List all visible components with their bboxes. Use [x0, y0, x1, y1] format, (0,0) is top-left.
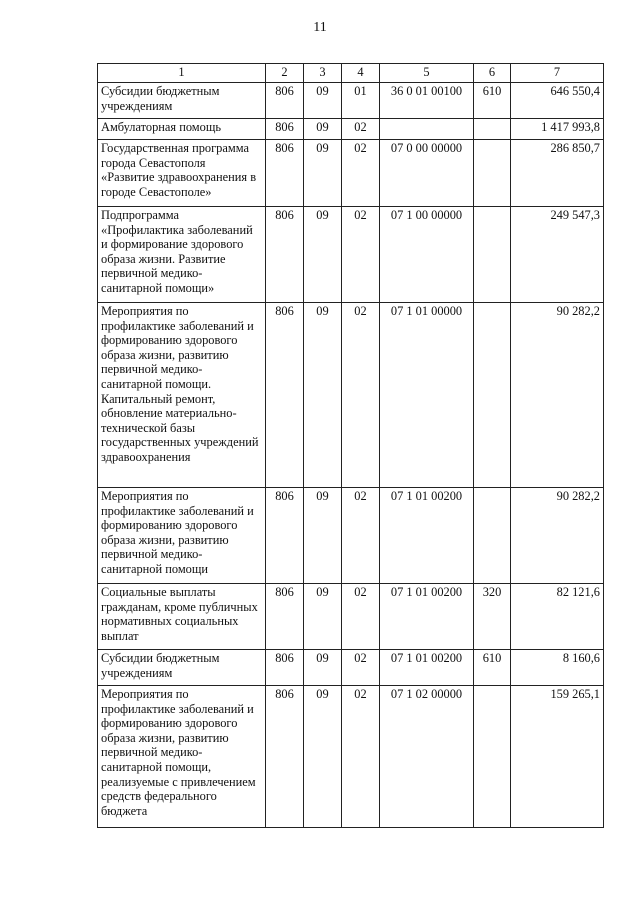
row-section: 09: [304, 686, 342, 828]
page-number: 11: [313, 20, 327, 35]
column-header-7: 7: [511, 64, 604, 83]
table-row: [98, 584, 604, 650]
column-header-2: 2: [266, 64, 304, 83]
row-section: 09: [304, 303, 342, 488]
row-grbs: 806: [266, 488, 304, 584]
row-expense-type: [474, 686, 511, 828]
row-amount: 1 417 993,8: [511, 119, 604, 140]
row-expense-type: [474, 140, 511, 207]
row-name: Амбулаторная помощь: [98, 119, 266, 140]
row-grbs: 806: [266, 303, 304, 488]
table-row: [98, 140, 604, 207]
row-grbs: 806: [266, 207, 304, 303]
row-subsection: 02: [342, 119, 380, 140]
row-grbs: 806: [266, 584, 304, 650]
column-header-4: 4: [342, 64, 380, 83]
row-amount: 286 850,7: [511, 140, 604, 207]
row-grbs: 806: [266, 686, 304, 828]
row-name: Подпрограмма «Профилактика заболеваний и формирование здорового образа жизни. Развитие первичной медико-санитарной помощи»: [98, 207, 266, 303]
row-name: Мероприятия по профилактике заболеваний и формированию здорового образа жизни, развитию первичной медико-санитарной помощи. Капитальный ремонт, обновление материально-технической базы государственных учреждений здравоохранения: [98, 303, 266, 488]
row-target-article: 36 0 01 00100: [380, 83, 474, 119]
row-section: 09: [304, 584, 342, 650]
row-section: 09: [304, 119, 342, 140]
row-section: 09: [304, 140, 342, 207]
row-amount: 90 282,2: [511, 303, 604, 488]
row-name: Мероприятия по профилактике заболеваний и формированию здорового образа жизни, развитию первичной медико-санитарной помощи, реализуемые с привлечением средств федерального бюджета: [98, 686, 266, 828]
row-subsection: 02: [342, 686, 380, 828]
row-expense-type: 610: [474, 83, 511, 119]
row-target-article: 07 1 01 00200: [380, 488, 474, 584]
row-section: 09: [304, 207, 342, 303]
row-target-article: 07 1 01 00000: [380, 303, 474, 488]
row-grbs: 806: [266, 83, 304, 119]
row-amount: 82 121,6: [511, 584, 604, 650]
row-target-article: 07 1 00 00000: [380, 207, 474, 303]
row-section: 09: [304, 488, 342, 584]
row-target-article: 07 1 02 00000: [380, 686, 474, 828]
row-subsection: 02: [342, 650, 380, 686]
column-header-6: 6: [474, 64, 511, 83]
row-name: Субсидии бюджетным учреждениям: [98, 650, 266, 686]
row-name: Субсидии бюджетным учреждениям: [98, 83, 266, 119]
row-amount: 159 265,1: [511, 686, 604, 828]
table-row: [98, 488, 604, 584]
row-expense-type: 320: [474, 584, 511, 650]
table-row: [98, 83, 604, 119]
row-section: 09: [304, 83, 342, 119]
table-row: [98, 303, 604, 488]
row-subsection: 02: [342, 207, 380, 303]
column-header-1: 1: [98, 64, 266, 83]
table-row: [98, 119, 604, 140]
budget-table: [97, 63, 604, 828]
row-subsection: 02: [342, 488, 380, 584]
row-subsection: 02: [342, 140, 380, 207]
row-expense-type: [474, 303, 511, 488]
row-section: 09: [304, 650, 342, 686]
row-amount: 90 282,2: [511, 488, 604, 584]
table-header-row: [98, 64, 604, 83]
table-row: [98, 686, 604, 828]
row-amount: 8 160,6: [511, 650, 604, 686]
column-header-3: 3: [304, 64, 342, 83]
row-target-article: 07 1 01 00200: [380, 584, 474, 650]
row-grbs: 806: [266, 650, 304, 686]
row-subsection: 02: [342, 303, 380, 488]
row-amount: 249 547,3: [511, 207, 604, 303]
row-target-article: 07 0 00 00000: [380, 140, 474, 207]
row-expense-type: [474, 119, 511, 140]
row-target-article: 07 1 01 00200: [380, 650, 474, 686]
row-expense-type: 610: [474, 650, 511, 686]
row-grbs: 806: [266, 119, 304, 140]
row-expense-type: [474, 207, 511, 303]
row-name: Социальные выплаты гражданам, кроме публичных нормативных социальных выплат: [98, 584, 266, 650]
table-row: [98, 207, 604, 303]
row-target-article: [380, 119, 474, 140]
row-expense-type: [474, 488, 511, 584]
row-name: Государственная программа города Севастополя «Развитие здравоохранения в городе Севастополе»: [98, 140, 266, 207]
row-subsection: 01: [342, 83, 380, 119]
row-amount: 646 550,4: [511, 83, 604, 119]
table-row: [98, 650, 604, 686]
column-header-5: 5: [380, 64, 474, 83]
row-name: Мероприятия по профилактике заболеваний и формированию здорового образа жизни, развитию первичной медико-санитарной помощи: [98, 488, 266, 584]
row-subsection: 02: [342, 584, 380, 650]
row-grbs: 806: [266, 140, 304, 207]
